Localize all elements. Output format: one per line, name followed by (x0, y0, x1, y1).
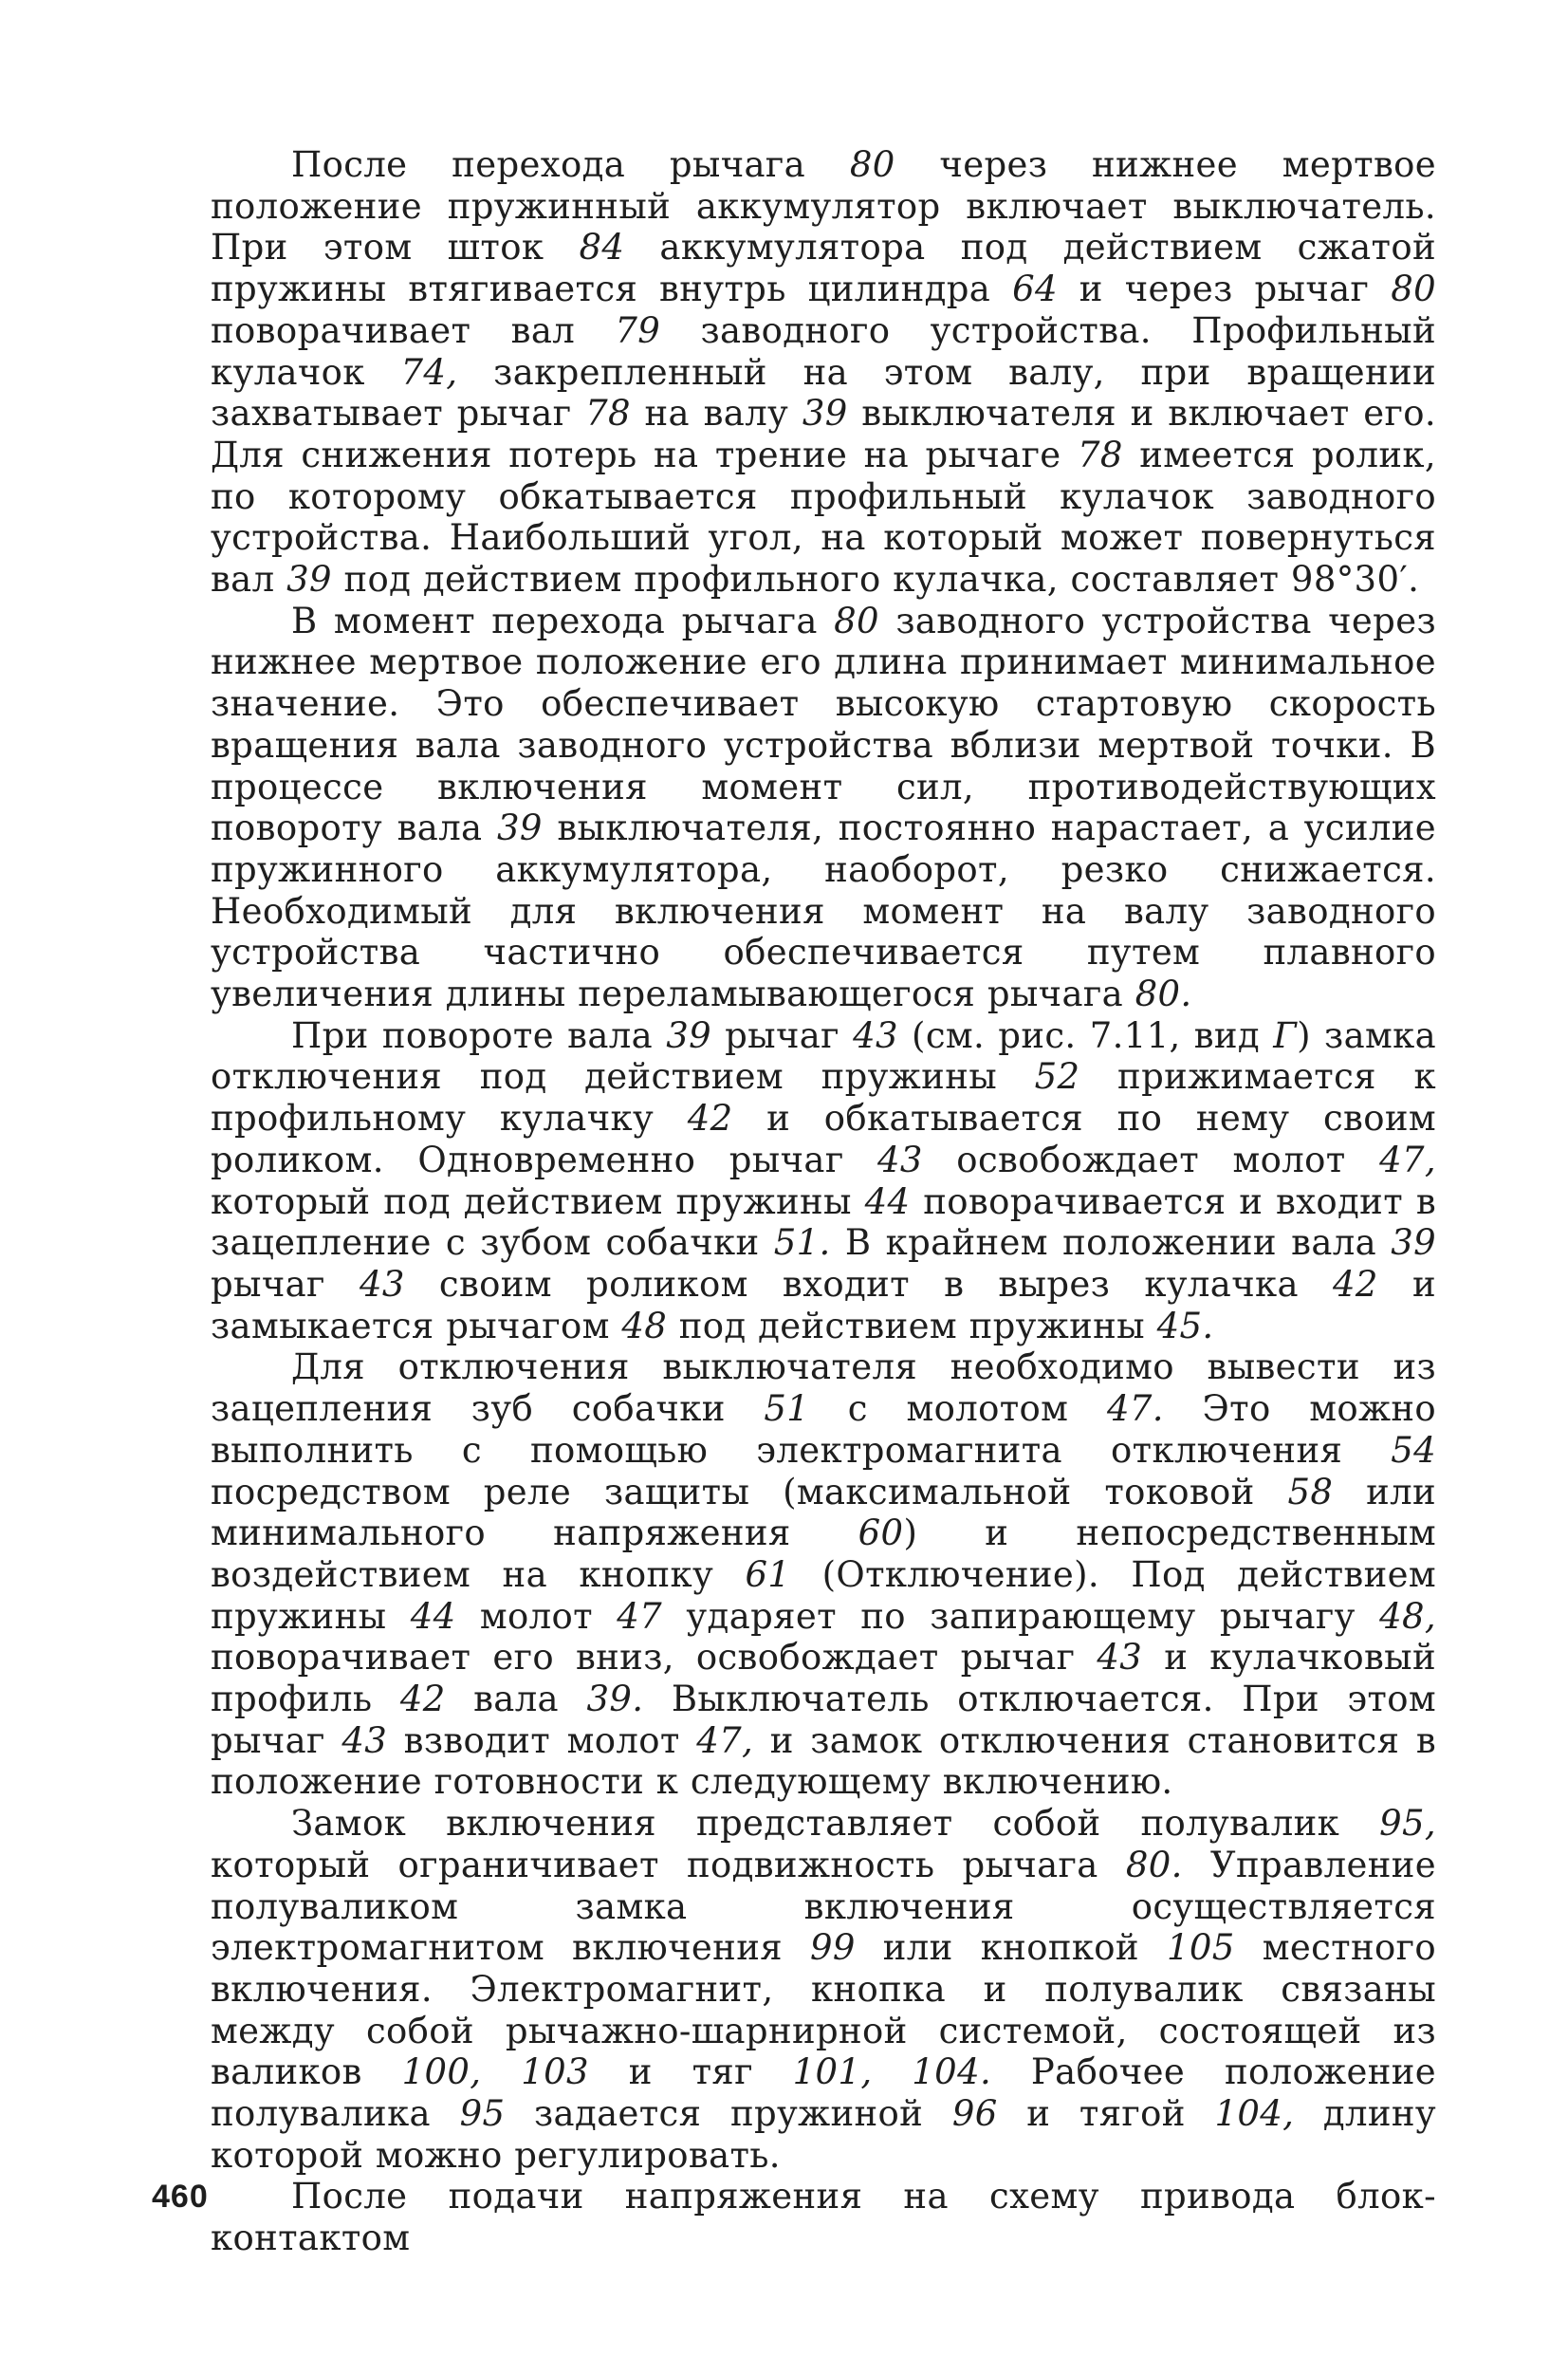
text-run: (Отключение). Под действием пружины (211, 1553, 1436, 1637)
reference-numeral: Г (1273, 1014, 1298, 1056)
reference-numeral: 39 (1391, 1222, 1436, 1264)
text-run: и замок отключения становится в положение готовности к следующему включению. (211, 1719, 1436, 1803)
text-run: аккумулятора под действием сжатой пружины втягивается внутрь цилиндра (211, 227, 1436, 310)
reference-numeral: 95, (1379, 1803, 1436, 1845)
text-run: и обкатывается по нему своим роликом. Одновременно рычаг (211, 1098, 1436, 1180)
reference-numeral: 54 (1391, 1429, 1436, 1471)
reference-numeral: 48, (1379, 1595, 1436, 1637)
text-run: В крайнем положении вала (830, 1222, 1392, 1264)
reference-numeral: 58 (1287, 1471, 1334, 1512)
reference-numeral: 80. (1125, 1844, 1183, 1885)
paragraph (211, 1803, 1436, 2176)
text-run: При повороте вала (291, 1014, 667, 1056)
reference-numeral: 80 (849, 144, 895, 185)
text-run: имеется ролик, по которому обкатывается профильный кулачок заводного устройства. Наибольший угол, на который может повернуться вал (211, 434, 1436, 601)
text-run: или кнопкой (855, 1927, 1167, 1969)
reference-numeral: 39 (666, 1014, 711, 1056)
text-run: и через рычаг (1057, 269, 1392, 310)
paragraph (211, 2176, 1436, 2258)
reference-numeral: 47. (1106, 1388, 1164, 1430)
reference-numeral: 42 (687, 1098, 733, 1140)
text-run: местного включения. Электромагнит, кнопка и полувалик связаны между собой рычажно-шарнирной системой, состоящей из валиков (211, 1927, 1436, 2093)
text-run: ) и непосредственным воздействием на кнопку (211, 1512, 1436, 1595)
reference-numeral: 43 (359, 1263, 405, 1305)
text-run: Для отключения выключателя необходимо вывести из зацепления зуб собачки (211, 1346, 1436, 1430)
reference-numeral: 64 (1012, 269, 1058, 310)
text-run (872, 2051, 912, 2092)
text-run: рычаг (710, 1014, 854, 1056)
paragraph (211, 601, 1436, 1015)
text-run: поворачивается и входит в зацепление с зубом собачки (211, 1180, 1437, 1264)
reference-numeral: 84 (579, 227, 625, 269)
text-run: и кулачковый профиль (211, 1637, 1436, 1720)
reference-numeral: 79 (615, 309, 661, 351)
text-run: с молотом (809, 1388, 1107, 1430)
text-run: молот (455, 1595, 618, 1637)
reference-numeral: 44 (410, 1595, 456, 1637)
text-run: Это можно выполнить с помощью электромагнита отключения (211, 1388, 1437, 1471)
reference-numeral: 103 (521, 2051, 589, 2093)
reference-numeral: 100, (401, 2051, 482, 2093)
reference-numeral: 43 (853, 1014, 898, 1056)
text-run: Выключатель отключается. При этом рычаг (211, 1679, 1437, 1761)
text-run: заводного устройства. Профильный кулачок (211, 309, 1436, 393)
text-run: закрепленный на этом валу, при вращении захватывает рычаг (211, 351, 1436, 435)
reference-numeral: 80. (1134, 974, 1192, 1015)
reference-numeral: 42 (1333, 1263, 1378, 1305)
reference-numeral: 95 (459, 2093, 506, 2135)
text-run: В момент перехода рычага (291, 600, 835, 641)
text-run: выключателя и включает его. Для снижения потерь на трение на рычаге (211, 393, 1436, 475)
text-run: и тяг (588, 2051, 793, 2093)
reference-numeral: 44 (864, 1180, 911, 1222)
text-run: После перехода рычага (291, 144, 850, 185)
reference-numeral: 61 (745, 1553, 791, 1595)
text-run: под действием пружины (667, 1305, 1157, 1346)
reference-numeral: 101, (792, 2051, 873, 2093)
reference-numeral: 47 (617, 1595, 663, 1637)
reference-numeral: 39 (497, 807, 543, 849)
reference-numeral: 96 (951, 2093, 998, 2135)
text-run: под действием профильного кулачка, составляет 98°30′. (331, 559, 1420, 601)
reference-numeral: 39 (286, 559, 332, 601)
text-run: ударяет по запирающему рычагу (662, 1595, 1380, 1637)
text-run: или минимального напряжения (211, 1471, 1436, 1554)
reference-numeral: 51. (773, 1222, 831, 1264)
paragraph (211, 144, 1436, 601)
reference-numeral: 48 (621, 1305, 668, 1346)
page-number: 460 (152, 2179, 209, 2215)
reference-numeral: 52 (1034, 1056, 1080, 1098)
text-run: посредством реле защиты (максимальной токовой (211, 1471, 1288, 1512)
text-run: ) замка отключения под действием пружины (211, 1014, 1436, 1098)
reference-numeral: 99 (809, 1927, 856, 1969)
text-run: прижимается к профильному кулачку (211, 1056, 1436, 1140)
reference-numeral: 80 (834, 600, 879, 641)
reference-numeral: 43 (877, 1139, 923, 1180)
text-run: поворачивает его вниз, освобождает рычаг (211, 1637, 1098, 1679)
text-run: Управление полуваликом замка включения осуществляется электромагнитом включения (211, 1844, 1436, 1969)
reference-numeral: 39. (586, 1679, 644, 1720)
reference-numeral: 39 (802, 393, 848, 435)
reference-numeral: 104, (1214, 2093, 1295, 2135)
text-run: заводного устройства через нижнее мертвое положение его длина принимает минимальное значение. Это обеспечивает высокую стартовую скорость вращения вала заводного устройства вблизи мертвой точки. В процессе включения момент сил, противодействующих повороту вала (211, 600, 1436, 849)
text-run: Замок включения представляет собой полувалик (291, 1803, 1380, 1845)
reference-numeral: 78 (1078, 434, 1123, 475)
reference-numeral: 105 (1167, 1927, 1235, 1969)
text-run: После подачи напряжения на схему привода блок-контактом (211, 2176, 1436, 2259)
reference-numeral: 51 (764, 1388, 810, 1430)
reference-numeral: 43 (1097, 1637, 1143, 1679)
reference-numeral: 80 (1391, 269, 1436, 310)
reference-numeral: 104. (912, 2051, 992, 2093)
reference-numeral: 45. (1156, 1305, 1214, 1346)
text-run: длину которой можно регулировать. (211, 2093, 1437, 2176)
text-run: через нижнее мертвое положение пружинный аккумулятор включает выключатель. При этом шток (211, 144, 1436, 269)
text-run: на валу (630, 393, 802, 435)
text-run: (см. рис. 7.11, вид (897, 1014, 1274, 1056)
reference-numeral: 42 (399, 1679, 446, 1720)
text-run: и замыкается рычагом (211, 1263, 1436, 1346)
text-run: Рабочее положение полувалика (211, 2051, 1436, 2135)
text-run: своим роликом входит в вырез кулачка (404, 1263, 1334, 1305)
text-run: освобождает молот (922, 1139, 1380, 1180)
text-run: выключателя, постоянно нарастает, а усилие пружинного аккумулятора, наоборот, резко снижается. Необходимый для включения момент на валу заводного устройства частично обеспечивается путем плавного увеличения длины переламывающегося рычага (211, 807, 1436, 1015)
text-run: который ограничивает подвижность рычага (211, 1844, 1126, 1885)
paragraph (211, 1015, 1436, 1347)
paragraph (211, 1346, 1436, 1803)
text-run (481, 2051, 521, 2092)
text-run: задается пружиной (505, 2093, 952, 2135)
text-run: и тягой (997, 2093, 1215, 2135)
text-run: взводит молот (387, 1719, 697, 1761)
text-run: вала (445, 1679, 587, 1720)
text-run: который под действием пружины (211, 1180, 865, 1222)
reference-numeral: 60 (858, 1512, 904, 1554)
text-run: рычаг (211, 1263, 360, 1305)
reference-numeral: 47, (696, 1719, 754, 1761)
reference-numeral: 47, (1379, 1139, 1436, 1180)
reference-numeral: 74, (400, 351, 458, 393)
reference-numeral: 43 (341, 1719, 388, 1761)
reference-numeral: 78 (585, 393, 631, 435)
text-run: поворачивает вал (211, 309, 616, 351)
body-text (211, 144, 1436, 2259)
